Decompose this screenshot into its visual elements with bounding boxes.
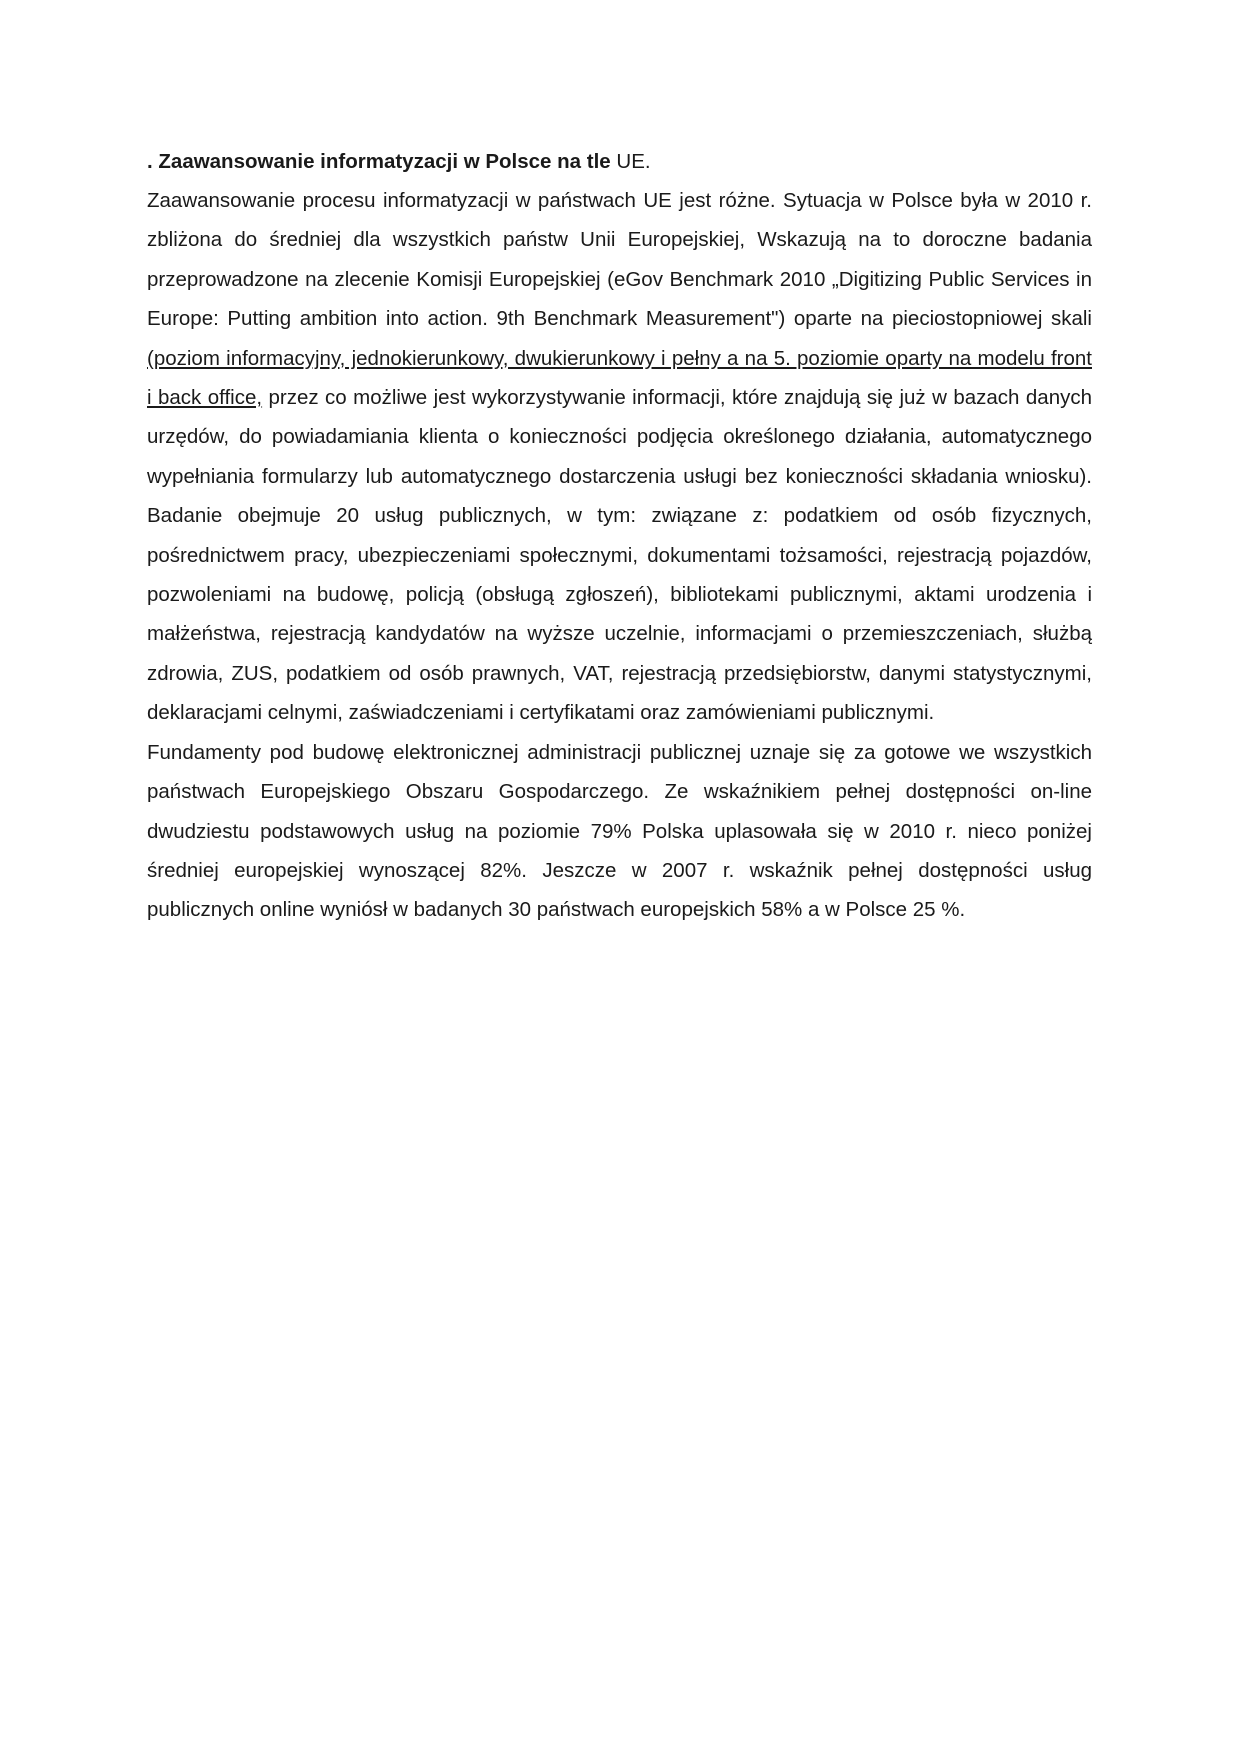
document-page	[147, 142, 1092, 930]
paragraph-1-underlined-text: (poziom informacyjny, jednokierunkowy, dwukierunkowy i pełny a na 5. poziomie oparty na modelu front i back office,	[147, 346, 1092, 410]
section-heading	[147, 142, 1092, 181]
heading-normal-text: UE.	[610, 150, 651, 173]
paragraph-1-text-end: przez co możliwe jest wykorzystywanie informacji, które znajdują się już w bazach danych urzędów, do powiadamiania klienta o konieczności podjęcia określonego działania, automatycznego wypełniania formularzy lub automatycznego dostarczenia usługi bez konieczności składania wniosku). Badanie obejmuje 20 usług publicznych, w tym: związane z: podatkiem od osób fizycznych, pośrednictwem pracy, ubezpieczeniami społecznymi, dokumentami tożsamości, rejestracją pojazdów, pozwoleniami na budowę, policją (obsługą zgłoszeń), bibliotekami publicznymi, aktami urodzenia i małżeństwa, rejestracją kandydatów na wyższe uczelnie, informacjami o przemieszczeniach, służbą zdrowia, ZUS, podatkiem od osób prawnych, VAT, rejestracją przedsiębiorstw, danymi statystycznymi, deklaracjami celnymi, zaświadczeniami i certyfikatami oraz zamówieniami publicznymi.	[147, 386, 1092, 725]
paragraph-1-text-start: Zaawansowanie procesu informatyzacji w państwach UE jest różne. Sytuacja w Polsce była w 2010 r. zbliżona do średniej dla wszystkich państw Unii Europejskiej, Wskazują na to doroczne badania przeprowadzone na zlecenie Komisji Europejskiej (eGov Benchmark 2010 „Digitizing Public Services in Europe: Putting ambition into action. 9th Benchmark Measurement") oparte na pieciostopniowej skali	[147, 189, 1092, 331]
heading-bold-text: . Zaawansowanie informatyzacji w Polsce na tle	[147, 150, 611, 173]
paragraph-2: Fundamenty pod budowę elektronicznej administracji publicznej uznaje się za gotowe we wszystkich państwach Europejskiego Obszaru Gospodarczego. Ze wskaźnikiem pełnej dostępności on-line dwudziestu podstawowych usług na poziomie 79% Polska uplasowała się w 2010 r. nieco poniżej średniej europejskiej wynoszącej 82%. Jeszcze w 2007 r. wskaźnik pełnej dostępności usług publicznych online wyniósł w badanych 30 państwach europejskich 58% a w Polsce 25 %.	[147, 740, 1092, 922]
paragraph-1	[147, 181, 1092, 733]
